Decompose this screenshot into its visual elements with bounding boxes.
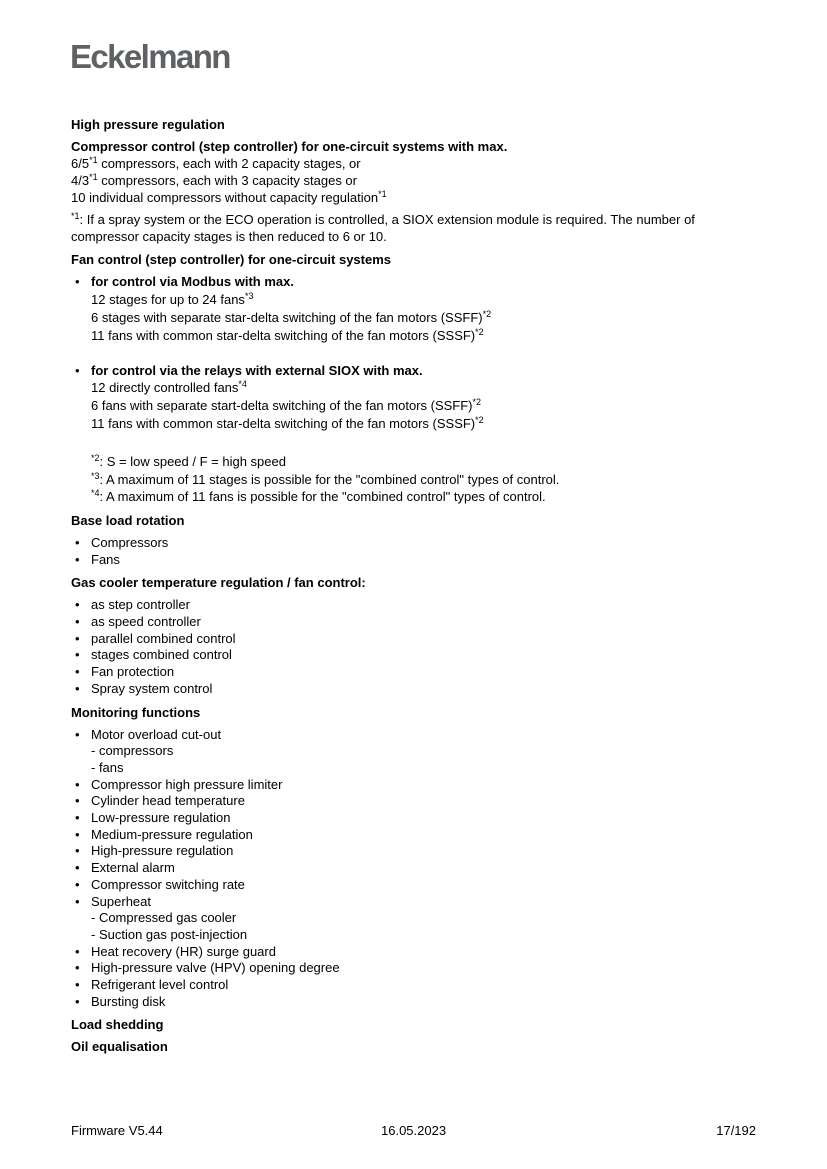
compressor-control-heading: Compressor control (step controller) for one-circuit systems with max.: [71, 139, 508, 154]
list-item: • Low-pressure regulation: [71, 810, 761, 827]
list-item: • as step controller: [71, 597, 761, 614]
list-item: • High-pressure valve (HPV) opening degree: [71, 960, 761, 977]
load-shedding-heading: Load shedding: [71, 1017, 164, 1033]
company-logo: Eckelmann: [70, 38, 230, 75]
gas-cooler-heading: Gas cooler temperature regulation / fan control:: [71, 575, 366, 591]
list-item: • Compressor switching rate: [71, 877, 761, 894]
footnote-1: $^{*1}$: If a spray system or the ECO operation is controlled, a SIOX extension module is required. The number of compressor capacity stages is then reduced to 6 or 10.: [71, 211, 695, 244]
list-item: • Fans: [71, 552, 761, 569]
list-item: • Fan protection: [71, 664, 761, 681]
list-item: • High-pressure regulation: [71, 843, 761, 860]
monitoring-heading: Monitoring functions: [71, 704, 201, 720]
list-item: • stages combined control: [71, 647, 761, 664]
fan-control-heading: Fan control (step controller) for one-circuit systems: [71, 252, 391, 267]
gas-cooler-list: [71, 597, 761, 697]
fan-control-list: [71, 274, 761, 433]
list-item: • Bursting disk: [71, 994, 761, 1011]
list-item: • parallel combined control: [71, 631, 761, 648]
monitoring-list: [71, 727, 761, 1011]
list-item: • Compressors: [71, 535, 761, 552]
list-item: • Superheat - Compressed gas cooler - Suction gas post-injection: [71, 894, 761, 944]
base-load-heading: Base load rotation: [71, 512, 185, 528]
list-item: • for control via Modbus with max. 12 stages for up to 24 fans$^{*3}$ 6 stages with separate star-delta switching of the fan motors (SSFF)$^{*2}$ 11 fans with common star-delta switching of the fan motors (SSSF)$^{*2}$: [71, 274, 761, 345]
base-load-list: [71, 535, 761, 568]
footnote: $^{*4}$: A maximum of 11 fans is possible for the "combined control" types of control.: [91, 488, 546, 505]
list-item: • Heat recovery (HR) surge guard: [71, 944, 761, 961]
document-date: 16.05.2023: [381, 1123, 447, 1138]
list-item: • Medium-pressure regulation: [71, 827, 761, 844]
footnote: $^{*3}$: A maximum of 11 stages is possible for the "combined control" types of control.: [91, 470, 560, 487]
list-item: • Compressor high pressure limiter: [71, 777, 761, 794]
list-item: • Refrigerant level control: [71, 977, 761, 994]
fan-footnotes: [71, 453, 761, 506]
oil-equalisation-heading: Oil equalisation: [71, 1039, 168, 1055]
compressor-option-line: 10 individual compressors without capacity regulation$^{*1}$: [71, 189, 387, 205]
section-title-high-pressure: High pressure regulation: [71, 117, 225, 132]
list-item: • for control via the relays with external SIOX with max. 12 directly controlled fans$^{*4}$ 6 fans with separate start-delta switching of the fan motors (SSFF)$^{*2}$ 11 fans with common star-delta switching of the fan motors (SSSF)$^{*2}$: [71, 363, 761, 434]
list-item: • External alarm: [71, 860, 761, 877]
compressor-option-line: 6/5$^{*1}$ compressors, each with 2 capacity stages, or: [71, 155, 361, 171]
page-content: [71, 114, 761, 1055]
firmware-version: Firmware V5.44: [71, 1123, 163, 1138]
list-item: • Motor overload cut-out - compressors - fans: [71, 727, 761, 777]
compressor-option-line: 4/3$^{*1}$ compressors, each with 3 capacity stages or: [71, 172, 357, 188]
list-item: • as speed controller: [71, 614, 761, 631]
list-item: • Spray system control: [71, 681, 761, 698]
list-item: • Cylinder head temperature: [71, 793, 761, 810]
footnote: $^{*2}$: S = low speed / F = high speed: [91, 453, 286, 470]
page-number: 17/192: [716, 1123, 756, 1138]
compressor-options: [71, 155, 761, 206]
